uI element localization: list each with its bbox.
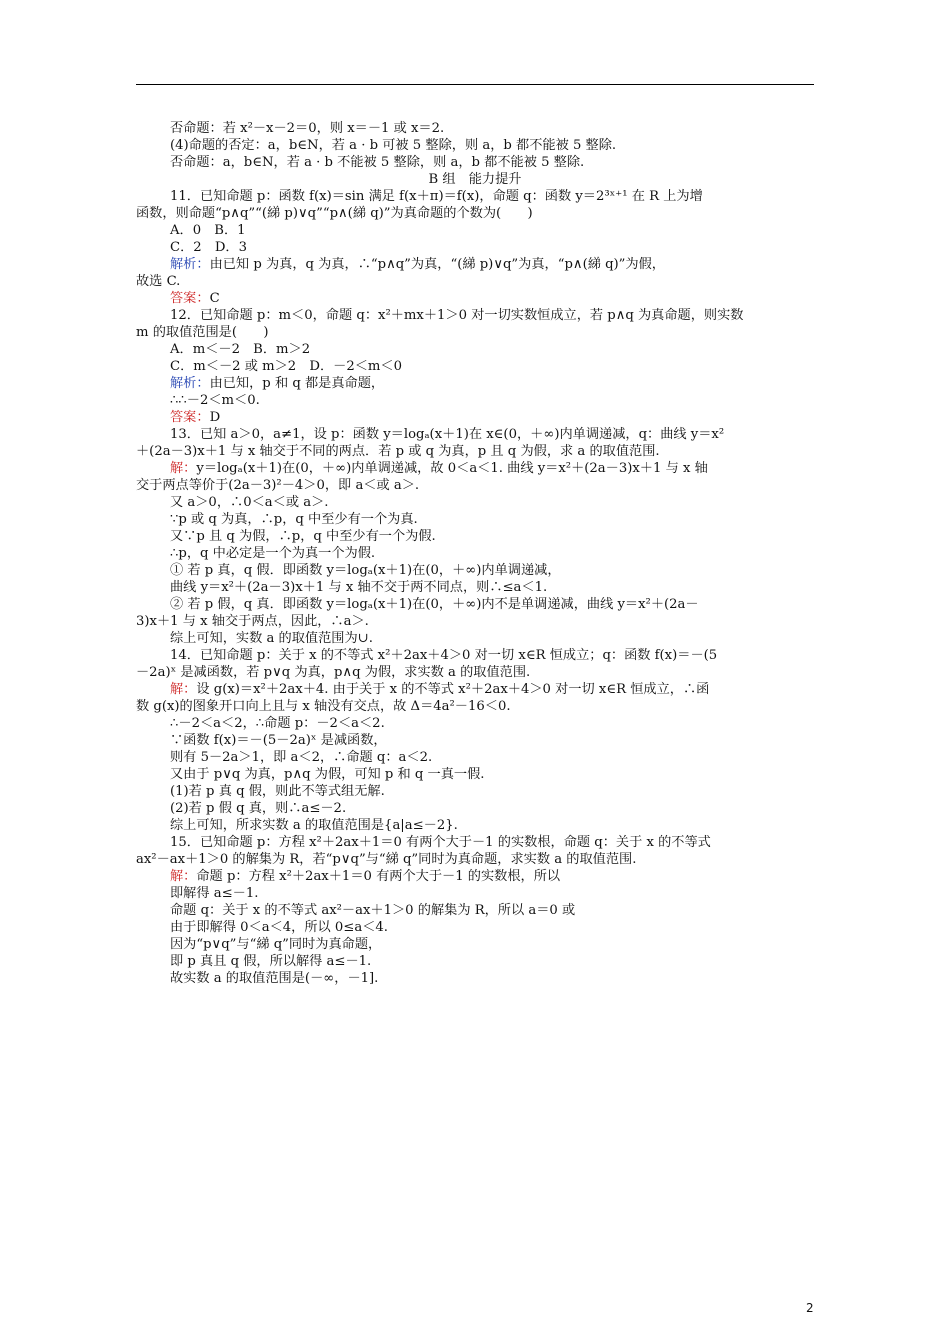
line-text: 又由于 p∨q 为真，p∧q 为假，可知 p 和 q 一真一假.	[170, 767, 485, 782]
text-line	[136, 477, 814, 494]
text-line	[136, 919, 814, 936]
line-text: 函数，则命题“p∧q”“(綈 p)∨q”“p∧(綈 q)”为真命题的个数为( )	[136, 206, 533, 221]
line-text: ∴p，q 中必定是一个为真一个为假.	[170, 546, 376, 561]
line-text: 则有 5－2a＞1，即 a＜2，∴命题 q：a＜2.	[170, 750, 433, 765]
line-text: y＝logₐ(x＋1)在(0，＋∞)内单调递减，故 0＜a＜1. 曲线 y＝x²＋(2a－3)x＋1 与 x 轴	[196, 461, 708, 476]
line-text: ax²－ax＋1＞0 的解集为 R，若“p∨q”与“綈 q”同时为真命题，求实数 a 的取值范围.	[136, 852, 637, 867]
text-line	[136, 749, 814, 766]
line-text: 15．已知命题 p：方程 x²＋2ax＋1＝0 有两个大于－1 的实数根，命题 q：关于 x 的不等式	[170, 835, 711, 850]
text-line	[136, 409, 814, 426]
document-body	[136, 120, 814, 987]
line-text: 即解得 a≤－1.	[170, 886, 259, 901]
line-text: －2a)ˣ 是减函数，若 p∨q 为真，p∧q 为假，求实数 a 的取值范围.	[136, 665, 531, 680]
line-text: 曲线 y＝x²＋(2a－3)x＋1 与 x 轴不交于两不同点，则∴≤a＜1.	[170, 580, 548, 595]
text-line	[136, 324, 814, 341]
text-line	[136, 562, 814, 579]
line-text: 14．已知命题 p：关于 x 的不等式 x²＋2ax＋4＞0 对一切 x∈R 恒成立；q：函数 f(x)＝－(5	[170, 648, 718, 663]
text-line	[136, 766, 814, 783]
text-line	[136, 188, 814, 205]
text-line	[136, 647, 814, 664]
text-line	[136, 970, 814, 987]
text-line	[136, 783, 814, 800]
line-text: 否命题：若 x²－x－2＝0，则 x＝－1 或 x＝2.	[170, 121, 445, 136]
line-text: ∵函数 f(x)＝－(5－2a)ˣ 是减函数，	[170, 733, 387, 748]
text-line	[136, 273, 814, 290]
line-text: ② 若 p 假，q 真．即函数 y＝logₐ(x＋1)在(0，＋∞)内不是单调递减，曲线 y＝x²＋(2a－	[170, 597, 699, 612]
text-line	[136, 800, 814, 817]
text-line	[136, 630, 814, 647]
line-text: 因为“p∨q”与“綈 q”同时为真命题，	[170, 937, 382, 952]
text-line	[136, 494, 814, 511]
text-line	[136, 817, 814, 834]
text-line	[136, 375, 814, 392]
line-text: 故选 C.	[136, 274, 181, 289]
line-text: A．m＜－2 B．m＞2	[170, 342, 311, 357]
text-line	[136, 154, 814, 171]
line-text: 命题 q：关于 x 的不等式 ax²－ax＋1＞0 的解集为 R，所以 a＝0 或	[170, 903, 576, 918]
line-text: 13．已知 a＞0，a≠1，设 p：函数 y＝logₐ(x＋1)在 x∈(0，＋∞)内单调递减，q：曲线 y＝x²	[170, 427, 725, 442]
line-text: m 的取值范围是( )	[136, 325, 269, 340]
text-line	[136, 358, 814, 375]
line-text: ① 若 p 真，q 假．即函数 y＝logₐ(x＋1)在(0，＋∞)内单调递减，	[170, 563, 561, 578]
line-text: 否命题：a，b∈N，若 a · b 不能被 5 整除，则 a，b 都不能被 5 整除.	[170, 155, 585, 170]
line-text: (1)若 p 真 q 假，则此不等式组无解.	[170, 784, 385, 799]
text-line	[136, 137, 814, 154]
line-text: 12．已知命题 p：m＜0，命题 q：x²＋mx＋1＞0 对一切实数恒成立，若 p∧q 为真命题，则实数	[170, 308, 744, 323]
line-text: (2)若 p 假 q 真，则∴a≤－2.	[170, 801, 347, 816]
line-text: (4)命题的否定：a，b∈N，若 a · b 可被 5 整除，则 a，b 都不能被 5 整除.	[170, 138, 617, 153]
line-text: ∴－2＜a＜2，∴命题 p：－2＜a＜2.	[170, 716, 385, 731]
answer-label: 解：	[170, 461, 197, 476]
line-text: 又 a＞0，∴0＜a＜或 a＞.	[170, 495, 329, 510]
line-text: 由已知 p 为真，q 为真，∴“p∧q”为真，“(綈 p)∨q”为真，“p∧(綈 q)”为假，	[209, 257, 665, 272]
header-rule	[136, 84, 814, 85]
text-line	[136, 834, 814, 851]
text-line	[136, 239, 814, 256]
text-line	[136, 545, 814, 562]
line-text: C．m＜－2 或 m＞2 D．－2＜m＜0	[170, 359, 402, 374]
text-line	[136, 528, 814, 545]
text-line	[136, 953, 814, 970]
line-text: ∵p 或 q 为真，∴p，q 中至少有一个为真.	[170, 512, 418, 527]
line-text: 由于即解得 0＜a＜4，所以 0≤a＜4.	[170, 920, 388, 935]
text-line	[136, 698, 814, 715]
line-text: 即 p 真且 q 假，所以解得 a≤－1.	[170, 954, 372, 969]
analysis-label: 解析：	[170, 257, 210, 272]
text-line	[136, 222, 814, 239]
line-text: ＋(2a－3)x＋1 与 x 轴交于不同的两点．若 p 或 q 为真，p 且 q 为假，求 a 的取值范围.	[136, 444, 660, 459]
answer-label: 解：	[170, 682, 197, 697]
line-text: 数 g(x)的图象开口向上且与 x 轴没有交点，故 Δ＝4a²－16＜0.	[136, 699, 511, 714]
line-text: 交于两点等价于(2a－3)²－4＞0，即 a＜或 a＞.	[136, 478, 420, 493]
answer-label: 解：	[170, 869, 197, 884]
text-line	[136, 664, 814, 681]
text-line	[136, 290, 814, 307]
text-line	[136, 341, 814, 358]
answer-label: 答案：	[170, 410, 210, 425]
text-line	[136, 307, 814, 324]
text-line	[136, 902, 814, 919]
text-line	[136, 579, 814, 596]
page-number: 2	[806, 1301, 814, 1315]
line-text: 故实数 a 的取值范围是(－∞，－1].	[170, 971, 379, 986]
text-line	[136, 392, 814, 409]
line-text: 11．已知命题 p：函数 f(x)＝sin 满足 f(x＋π)＝f(x)，命题 q：函数 y＝2³ˣ⁺¹ 在 R 上为增	[170, 189, 703, 204]
line-text: 命题 p：方程 x²＋2ax＋1＝0 有两个大于－1 的实数根，所以	[196, 869, 561, 884]
line-text: B 组 能力提升	[428, 172, 522, 187]
line-text: ∴∴－2＜m＜0.	[170, 393, 260, 408]
text-line	[136, 256, 814, 273]
line-text: C	[209, 291, 220, 306]
line-text: 3)x＋1 与 x 轴交于两点，因此，∴a＞.	[136, 614, 369, 629]
text-line	[136, 732, 814, 749]
text-line	[136, 885, 814, 902]
text-line	[136, 868, 814, 885]
answer-label: 答案：	[170, 291, 210, 306]
text-line	[136, 120, 814, 137]
text-line	[136, 613, 814, 630]
text-line	[136, 715, 814, 732]
text-line	[136, 460, 814, 477]
line-text: D	[209, 410, 221, 425]
line-text: 又∵p 且 q 为假，∴p，q 中至少有一个为假.	[170, 529, 436, 544]
text-line	[136, 205, 814, 222]
text-line	[136, 681, 814, 698]
text-line	[136, 511, 814, 528]
text-line	[136, 426, 814, 443]
text-line	[136, 443, 814, 460]
line-text: 由已知，p 和 q 都是真命题，	[209, 376, 385, 391]
line-text: 综上可知，所求实数 a 的取值范围是{a|a≤－2}.	[170, 818, 458, 833]
text-line	[136, 171, 814, 188]
text-line	[136, 596, 814, 613]
line-text: A．0 B．1	[170, 223, 246, 238]
line-text: C．2 D．3	[170, 240, 248, 255]
text-line	[136, 936, 814, 953]
analysis-label: 解析：	[170, 376, 210, 391]
line-text: 设 g(x)＝x²＋2ax＋4. 由于关于 x 的不等式 x²＋2ax＋4＞0 对一切 x∈R 恒成立，∴函	[196, 682, 710, 697]
text-line	[136, 851, 814, 868]
line-text: 综上可知，实数 a 的取值范围为∪.	[170, 631, 373, 646]
